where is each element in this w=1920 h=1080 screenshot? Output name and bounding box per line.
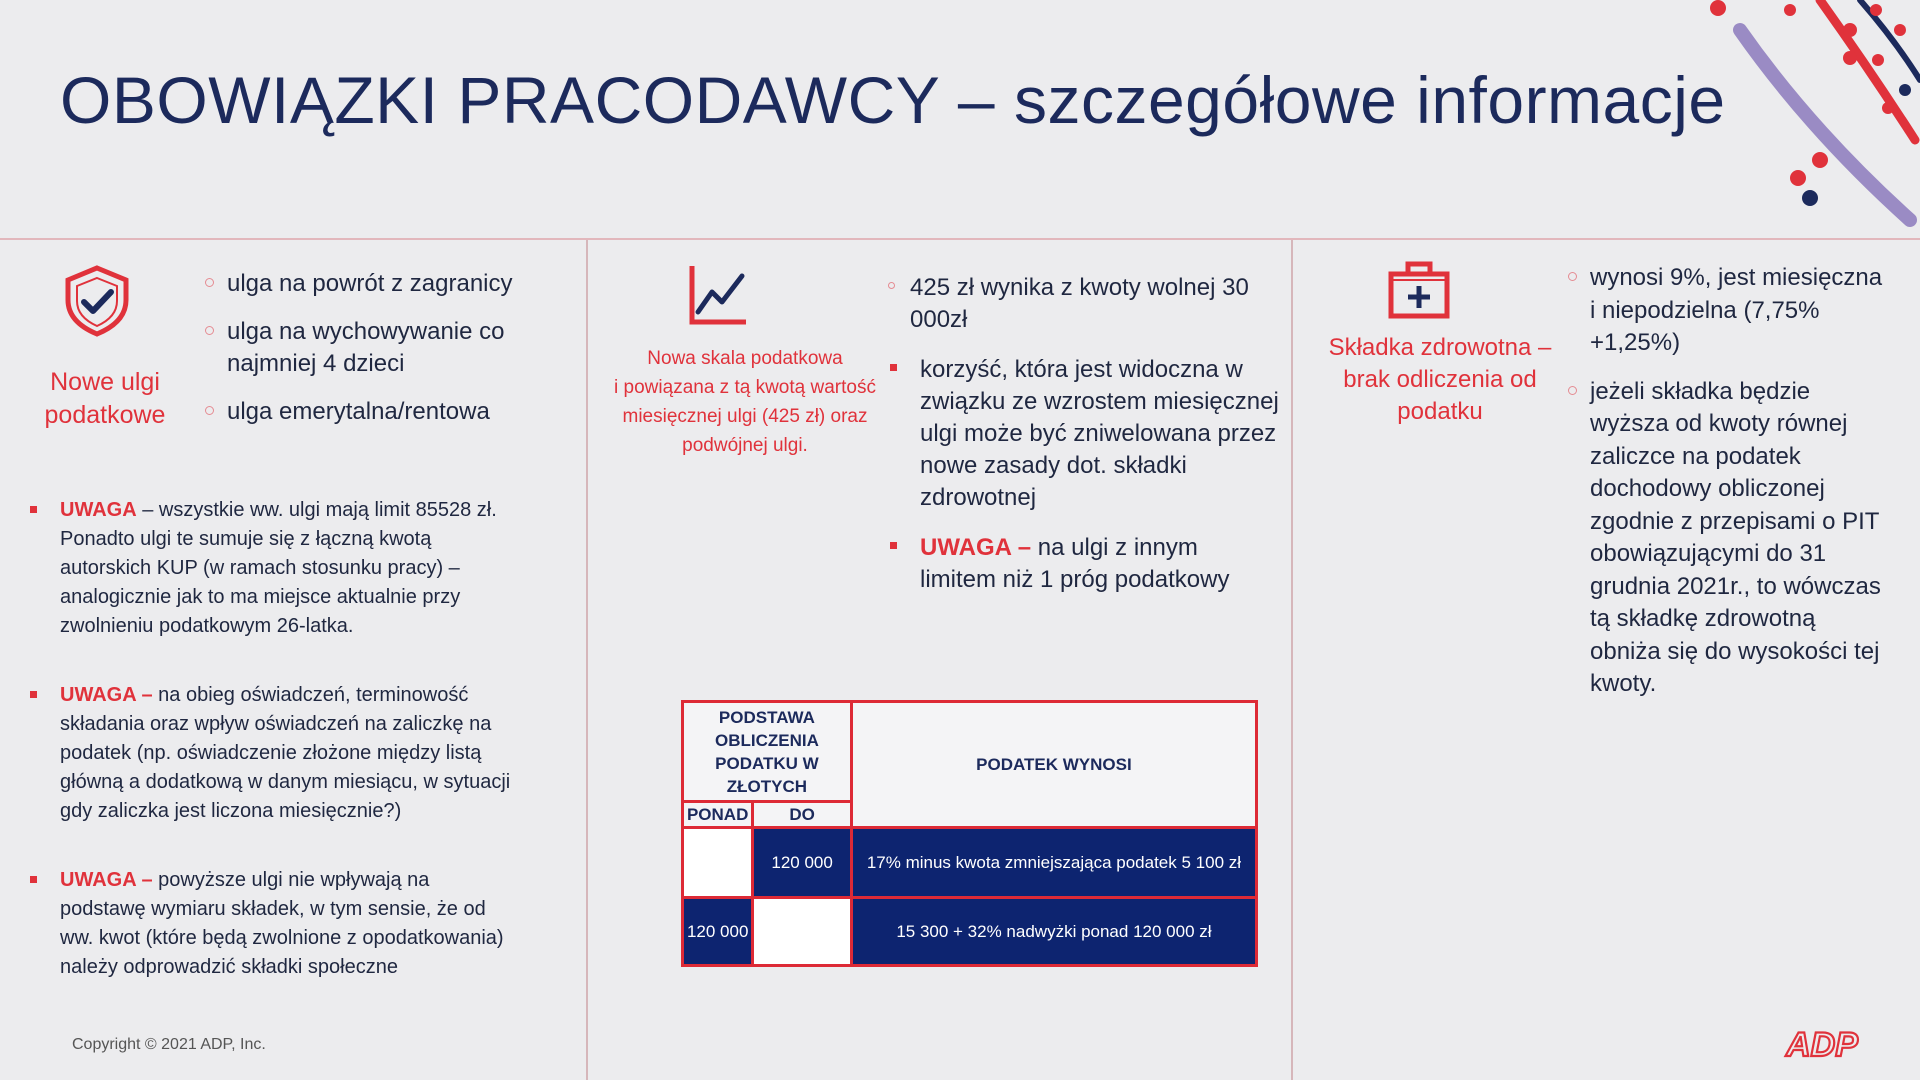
svg-text:ADP: ADP	[1786, 1026, 1858, 1064]
shield-check-icon	[60, 264, 134, 338]
column-divider-2	[1291, 240, 1293, 1080]
list-item: ulga emerytalna/rentowa	[227, 396, 557, 428]
tax-scale-table	[681, 700, 1258, 967]
label-line: podatkowe	[44, 401, 166, 429]
list-item	[920, 354, 1280, 514]
column-divider-1	[586, 240, 588, 1080]
warning-tag: UWAGA –	[60, 684, 153, 706]
list-item: ulga na powrót z zagranicy	[227, 268, 557, 300]
warning-tag: UWAGA	[60, 499, 137, 521]
new-tax-reliefs-label	[30, 366, 180, 432]
table-row	[683, 828, 1257, 898]
adp-logo	[1776, 1024, 1868, 1064]
table-row	[683, 898, 1257, 966]
page-title: OBOWIĄZKI PRACODAWCY – szczegółowe informacje	[60, 63, 1726, 137]
header-divider	[0, 238, 1920, 240]
list-item: jeżeli składka będzie wyższa od kwoty równej zaliczce na podatek dochodowy obliczonej zgodnie z przepisami o PIT obowiązującymi do 31 grudnia 2021r., to wówczas tą składkę zdrowotną obniża się do wysokości tej kwoty.	[1590, 376, 1890, 701]
new-tax-scale-label	[600, 344, 890, 460]
warnings-list	[60, 496, 520, 1022]
tax-reliefs-list	[227, 268, 557, 444]
line-chart-icon	[686, 262, 750, 328]
warning-note	[60, 866, 520, 982]
table-cell-over	[683, 828, 753, 898]
label-line: Nowa skala podatkowa	[647, 348, 843, 369]
table-header-to: DO	[753, 802, 852, 828]
table-cell-to: 120 000	[753, 828, 852, 898]
table-header-tax: PODATEK WYNOSI	[851, 702, 1256, 828]
label-line: Składka zdrowotna –	[1328, 334, 1552, 361]
tax-scale-notes	[910, 272, 1280, 614]
warning-tag: UWAGA –	[60, 869, 153, 891]
label-line: podwójnej ulgi.	[682, 435, 808, 456]
list-item-text: korzyść, która jest widoczna w związku ze wzrostem miesięcznej ulgi może być zniwelowana przez nowe zasady dot. składki zdrowotnej	[920, 356, 1279, 511]
health-contribution-notes	[1590, 262, 1890, 717]
warning-note	[60, 681, 520, 826]
warning-tag: UWAGA –	[920, 534, 1032, 561]
list-item	[910, 272, 1280, 336]
copyright-notice: Copyright © 2021 ADP, Inc.	[72, 1036, 266, 1053]
table-cell-over: 120 000	[683, 898, 753, 966]
warning-note	[920, 532, 1280, 596]
list-item: ulga na wychowywanie co najmniej 4 dzieci	[227, 316, 557, 380]
table-header-base: PODSTAWA OBLICZENIA PODATKU W ZŁOTYCH	[683, 702, 852, 802]
health-contribution-label	[1310, 332, 1570, 428]
label-line: brak odliczenia od	[1343, 366, 1537, 393]
table-header-over: PONAD	[683, 802, 753, 828]
label-line: i powiązana z tą kwotą wartość	[614, 377, 876, 398]
warning-text: – wszystkie ww. ulgi mają limit 85528 zł. Ponadto ulgi te sumuje się z łączną kwotą autorskich KUP (w ramach stosunku pracy) – analogicznie jak to ma miejsce aktualnie przy zwolnieniu podatkowym 26-latka.	[60, 499, 497, 637]
list-item: wynosi 9%, jest miesięczna i niepodzielna (7,75% +1,25%)	[1590, 262, 1890, 360]
warning-text: powyższe ulgi nie wpływają na podstawę wymiaru składek, w tym sensie, że od ww. kwot (które będą zwolnione z opodatkowania) należy odprowadzić składki społeczne	[60, 869, 504, 978]
label-line: podatku	[1397, 398, 1483, 425]
warning-text: na ulgi z innym limitem niż 1 próg podatkowy	[920, 534, 1230, 593]
table-cell-tax: 15 300 + 32% nadwyżki ponad 120 000 zł	[851, 898, 1256, 966]
first-aid-kit-icon	[1386, 258, 1452, 322]
list-item-text: 425 zł wynika z kwoty wolnej 30 000zł	[910, 274, 1249, 333]
label-line: Nowe ulgi	[50, 368, 160, 396]
table-cell-tax: 17% minus kwota zmniejszająca podatek 5 100 zł	[851, 828, 1256, 898]
table-cell-to	[753, 898, 852, 966]
decorative-dots-pattern	[1700, 0, 1920, 230]
warning-text: na obieg oświadczeń, terminowość składania oraz wpływ oświadczeń na zaliczkę na podatek (np. oświadczenie złożone między listą główną a dodatkową w danym miesiącu, w sytuacji gdy zaliczka jest liczona miesięcznie?)	[60, 684, 511, 822]
warning-note	[60, 496, 520, 641]
label-line: miesięcznej ulgi (425 zł) oraz	[622, 406, 868, 427]
